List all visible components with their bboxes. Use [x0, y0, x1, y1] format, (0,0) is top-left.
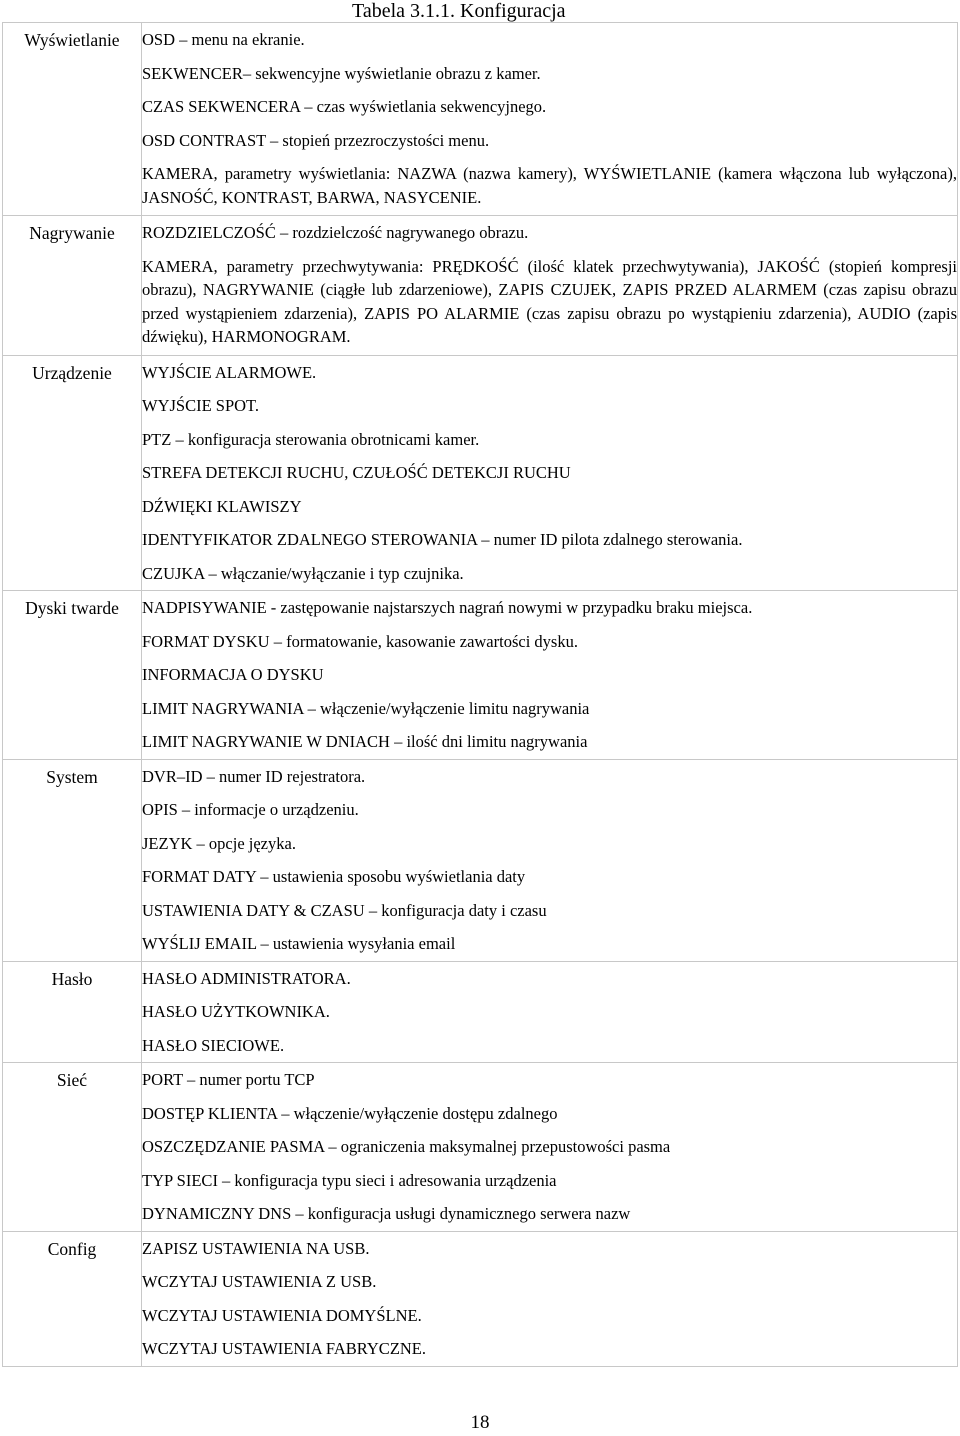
config-item: WCZYTAJ USTAWIENIA Z USB.	[142, 1272, 377, 1291]
config-section-row	[3, 591, 958, 760]
config-item: DVR–ID – numer ID rejestratora.	[142, 766, 366, 786]
config-item: OPIS – informacje o urządzeniu.	[142, 800, 359, 819]
section-category: Dyski twarde	[3, 591, 142, 760]
section-items	[142, 23, 958, 216]
config-item: INFORMACJA O DYSKU	[142, 665, 324, 684]
config-item: LIMIT NAGRYWANIE W DNIACH – ilość dni limitu nagrywania	[142, 732, 588, 751]
config-section-row	[3, 759, 958, 961]
config-table-body	[3, 23, 958, 1367]
section-category: Nagrywanie	[3, 216, 142, 356]
section-items	[142, 1063, 958, 1232]
config-item: FORMAT DYSKU – formatowanie, kasowanie zawartości dysku.	[142, 631, 578, 651]
config-section-row	[3, 23, 958, 216]
config-item: HASŁO UŻYTKOWNIKA.	[142, 1002, 330, 1021]
config-section-row	[3, 961, 958, 1063]
config-item: LIMIT NAGRYWANIA – włączenie/wyłączenie limitu nagrywania	[142, 698, 590, 718]
config-item: WYJŚCIE ALARMOWE.	[142, 362, 317, 382]
config-item: USTAWIENIA DATY & CZASU – konfiguracja daty i czasu	[142, 900, 547, 920]
config-table	[2, 22, 958, 1367]
section-category: Hasło	[3, 961, 142, 1063]
config-item: DŹWIĘKI KLAWISZY	[142, 496, 302, 516]
config-item: TYP SIECI – konfiguracja typu sieci i adresowania urządzenia	[142, 1170, 557, 1190]
config-item: OSD CONTRAST – stopień przezroczystości menu.	[142, 130, 490, 150]
config-item: DYNAMICZNY DNS – konfiguracja usługi dynamicznego serwera nazw	[142, 1204, 631, 1223]
section-category: Urządzenie	[3, 355, 142, 591]
config-item: KAMERA, parametry wyświetlania: NAZWA (nazwa kamery), WYŚWIETLANIE (kamera włączona lub wyłączona), JASNOŚĆ, KONTRAST, BARWA, NASYCENIE.	[142, 164, 957, 207]
section-items	[142, 1231, 958, 1366]
section-items	[142, 216, 958, 356]
config-item: CZUJKA – włączanie/wyłączanie i typ czujnika.	[142, 563, 464, 583]
config-item: WCZYTAJ USTAWIENIA FABRYCZNE.	[142, 1339, 427, 1358]
config-item: HASŁO SIECIOWE.	[142, 1035, 285, 1055]
section-items	[142, 759, 958, 961]
config-item: STREFA DETEKCJI RUCHU, CZUŁOŚĆ DETEKCJI RUCHU	[142, 463, 571, 482]
config-item: KAMERA, parametry przechwytywania: PRĘDKOŚĆ (ilość klatek przechwytywania), JAKOŚĆ (stopień kompresji obrazu), NAGRYWANIE (ciągłe lub zdarzeniowe), ZAPIS CZUJEK, ZAPIS PRZED ALARMEM (czas zapisu obrazu przed wystąpieniem zdarzenia), ZAPIS PO ALARMIE (czas zapisu obrazu po wystąpieniu zdarzenia), AUDIO (zapis dźwięku), HARMONOGRAM.	[142, 256, 957, 346]
config-item: ZAPISZ USTAWIENIA NA USB.	[142, 1238, 370, 1258]
section-items	[142, 961, 958, 1063]
config-item: IDENTYFIKATOR ZDALNEGO STEROWANIA – numer ID pilota zdalnego sterowania.	[142, 530, 743, 549]
config-item: WYŚLIJ EMAIL – ustawienia wysyłania email	[142, 934, 456, 953]
section-category: Wyświetlanie	[3, 23, 142, 216]
table-caption-text: Tabela 3.1.1. Konfiguracja	[352, 0, 566, 22]
config-item: WYJŚCIE SPOT.	[142, 396, 260, 415]
section-items	[142, 355, 958, 591]
config-item: WCZYTAJ USTAWIENIA DOMYŚLNE.	[142, 1305, 422, 1325]
config-item: HASŁO ADMINISTRATORA.	[142, 968, 351, 988]
config-section-row	[3, 1063, 958, 1232]
config-item: JEZYK – opcje języka.	[142, 833, 296, 853]
config-item: CZAS SEKWENCERA – czas wyświetlania sekwencyjnego.	[142, 97, 547, 116]
section-category: System	[3, 759, 142, 961]
section-items	[142, 591, 958, 760]
config-item: FORMAT DATY – ustawienia sposobu wyświetlania daty	[142, 867, 526, 886]
page-number: 18	[470, 1412, 490, 1433]
config-item: OSZCZĘDZANIE PASMA – ograniczenia maksymalnej przepustowości pasma	[142, 1137, 671, 1156]
config-item: NADPISYWANIE - zastępowanie najstarszych nagrań nowymi w przypadku braku miejsca.	[142, 598, 753, 617]
section-category: Config	[3, 1231, 142, 1366]
config-item: OSD – menu na ekranie.	[142, 30, 305, 49]
config-item: DOSTĘP KLIENTA – włączenie/wyłączenie dostępu zdalnego	[142, 1103, 558, 1123]
config-item: PORT – numer portu TCP	[142, 1070, 315, 1089]
config-section-row	[3, 1231, 958, 1366]
table-caption	[0, 0, 960, 22]
config-section-row	[3, 216, 958, 356]
config-section-row	[3, 355, 958, 591]
section-category: Sieć	[3, 1063, 142, 1232]
config-item: PTZ – konfiguracja sterowania obrotnicami kamer.	[142, 429, 480, 449]
config-item: SEKWENCER– sekwencyjne wyświetlanie obrazu z kamer.	[142, 63, 541, 83]
config-item: ROZDZIELCZOŚĆ – rozdzielczość nagrywanego obrazu.	[142, 223, 529, 242]
